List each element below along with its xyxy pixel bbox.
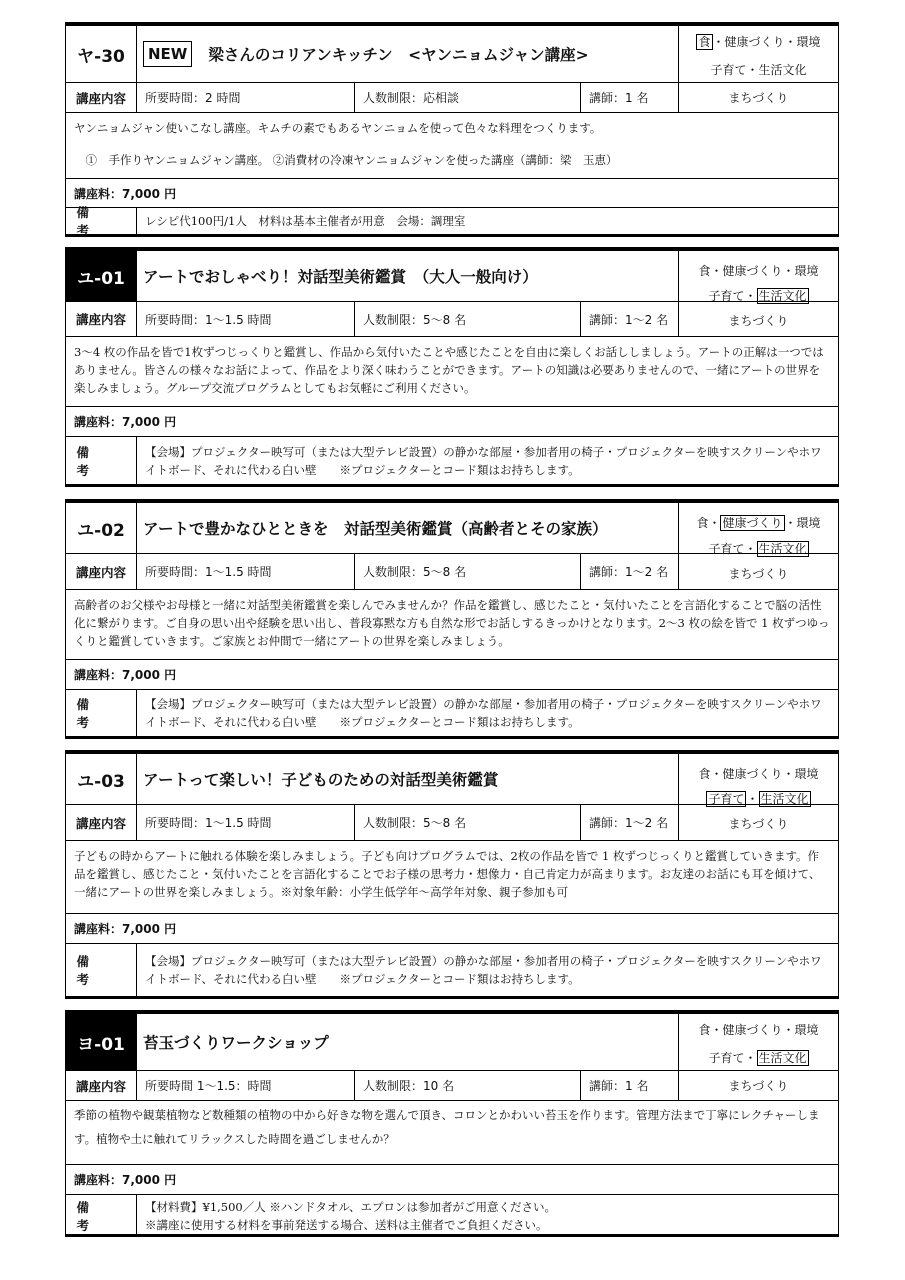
- instructor-count: 講師：1〜2 名: [581, 805, 679, 840]
- course-fee: 講座料：7,000 円: [74, 1173, 177, 1187]
- category-line: [679, 311, 838, 331]
- category-tag: まちづくり: [728, 91, 789, 105]
- remarks-line: 【会場】プロジェクター映写可（または大型テレビ設置）の静かな部屋・参加者用の椅子・プロジェクターを映すスクリーンやホワイトボード、それに代わる白い壁 ※プロジェクターとコード類はお持ちします。: [145, 444, 822, 477]
- category-line: [679, 814, 838, 834]
- course-title: アートで豊かなひとときを 対話型美術鑑賞（高齢者とその家族）: [143, 520, 608, 538]
- category-list: [678, 251, 838, 337]
- remarks-line: 【材料費】¥1,500／人 ※ハンドタオル、エプロンは参加者がご用意ください。: [145, 1200, 556, 1214]
- category-tag-selected: 生活文化: [758, 289, 807, 303]
- remarks-row: [66, 944, 838, 996]
- remarks-line: 【会場】プロジェクター映写可（または大型テレビ設置）の静かな部屋・参加者用の椅子・プロジェクターを映すスクリーンやホワイトボード、それに代わる白い壁 ※プロジェクターとコード類はお持ちします。: [145, 954, 822, 986]
- label-course-content: 講座内容: [66, 805, 137, 840]
- remarks-line: 【会場】プロジェクター映写可（または大型テレビ設置）の静かな部屋・参加者用の椅子・プロジェクターを映すスクリーンやホワイトボード、それに代わる白い壁 ※プロジェクターとコード類はお持ちします。: [145, 697, 822, 729]
- label-remarks: 備 考: [66, 437, 137, 484]
- remarks-row: [66, 205, 838, 238]
- instructor-count: 講師：1 名: [581, 1071, 679, 1100]
- new-badge: NEW: [143, 41, 192, 67]
- label-course-content: 講座内容: [66, 1071, 137, 1100]
- course-card-yu01: [65, 247, 839, 487]
- category-line: [679, 88, 838, 108]
- remarks-line: レシピ代100円/1人 材料は基本主催者が用意 会場：調理室: [145, 214, 466, 228]
- category-tag: 食・: [696, 516, 721, 530]
- category-list: [678, 26, 838, 113]
- category-tag-selected: 子育て: [708, 792, 745, 806]
- label-course-content: 講座内容: [66, 554, 137, 589]
- fee-row: [66, 179, 838, 208]
- course-card-yu03: [65, 750, 839, 999]
- remarks-row: [66, 437, 838, 484]
- category-tag: 食・健康づくり・環境: [698, 767, 819, 781]
- category-tag: 子育て・: [708, 289, 757, 303]
- category-line: [679, 564, 838, 584]
- course-description: 季節の植物や観葉植物など数種類の植物の中から好きな物を選んで頂き、コロンとかわいい苔玉を作ります。管理方法まで丁寧にレクチャーします。植物や土に触れてリラックスした時間を過ごしませんか？: [66, 1101, 838, 1165]
- category-line: [679, 32, 838, 52]
- category-tag-selected: 生活文化: [758, 1051, 807, 1065]
- description-line: ヤンニョムジャン使いこなし講座。キムチの素でもあるヤンニョムを使って色々な料理をつくります。: [74, 121, 602, 135]
- category-line: [679, 1076, 838, 1096]
- capacity: 人数制限：5〜8 名: [355, 302, 581, 336]
- category-line: [679, 1020, 838, 1040]
- description-line: ① 手作りヤンニョムジャン講座。 ②消費材の冷凍ヤンニョムジャンを使った講座（講師：梁 玉恵）: [74, 153, 618, 167]
- category-tag: 食・健康づくり・環境: [698, 264, 819, 278]
- capacity: 人数制限：5〜8 名: [355, 805, 581, 840]
- course-title-cell: [137, 26, 679, 82]
- course-fee: 講座料：7,000 円: [74, 186, 177, 201]
- course-fee: 講座料：7,000 円: [74, 922, 177, 936]
- category-line: [679, 789, 838, 809]
- course-title: アートでおしゃべり！対話型美術鑑賞 （大人一般向け）: [143, 268, 538, 286]
- category-line: [679, 60, 838, 80]
- remarks-text: [137, 944, 838, 996]
- remarks-text: [137, 1195, 838, 1237]
- course-fee: 講座料：7,000 円: [74, 415, 177, 429]
- category-tag: 子育て・: [708, 542, 757, 556]
- category-tag-selected: 健康づくり: [722, 516, 783, 530]
- label-course-content: 講座内容: [66, 83, 137, 112]
- fee-row: [66, 1165, 838, 1195]
- duration: 所要時間 1〜1.5：時間: [137, 1071, 355, 1100]
- label-remarks: 備 考: [66, 690, 137, 736]
- course-title: アートって楽しい！子どものための対話型美術鑑賞: [143, 771, 499, 789]
- course-description: 子どもの時からアートに触れる体験を楽しみましょう。子ども向けプログラムでは、2枚の作品を皆で 1 枚ずつじっくりと鑑賞していきます。作品を鑑賞し、感じたこと・気付いたことを言語化することでお子様の思考力・想像力・自己肯定力が高まります。お友達のお話にも耳を傾けて、一緒にアートの世界を楽しみましょう。※対象年齢：小学生低学年〜高学年対象、親子参加も可: [66, 841, 838, 914]
- label-remarks: 備 考: [66, 1195, 137, 1237]
- capacity: 人数制限：5〜8 名: [355, 554, 581, 589]
- category-line: [679, 764, 838, 784]
- course-code: ヤ-30: [66, 26, 137, 82]
- course-title: 苔玉づくりワークショップ: [143, 1034, 329, 1052]
- capacity: 人数制限：10 名: [355, 1071, 581, 1100]
- remarks-text: [137, 437, 838, 484]
- instructor-count: 講師：1〜2 名: [581, 554, 679, 589]
- category-tag-selected: 生活文化: [758, 542, 807, 556]
- category-tag-selected: 生活文化: [760, 792, 809, 806]
- instructor-count: 講師：1〜2 名: [581, 302, 679, 336]
- category-tag: ・健康づくり・環境: [712, 35, 821, 49]
- course-card-ya30: [65, 22, 839, 237]
- course-code: ヨ-01: [66, 1014, 137, 1070]
- course-fee: 講座料：7,000 円: [74, 668, 177, 682]
- course-code: ユ-01: [66, 251, 137, 301]
- fee-row: [66, 407, 838, 437]
- remarks-text: [137, 690, 838, 736]
- label-course-content: 講座内容: [66, 302, 137, 336]
- category-list: [678, 1014, 838, 1101]
- course-description: [66, 113, 838, 179]
- category-tag: 食・健康づくり・環境: [698, 1023, 819, 1037]
- remarks-text: [137, 208, 838, 234]
- category-tag: 子育て・: [708, 1051, 757, 1065]
- duration: 所要時間：1〜1.5 時間: [137, 302, 355, 336]
- label-remarks: 備 考: [66, 944, 137, 996]
- duration: 所要時間：2 時間: [137, 83, 355, 112]
- category-line: [679, 539, 838, 559]
- remarks-row: [66, 1195, 838, 1237]
- category-line: [679, 1048, 838, 1068]
- fee-row: [66, 914, 838, 944]
- category-tag: ・: [746, 792, 759, 806]
- category-line: [679, 513, 838, 533]
- duration: 所要時間：1〜1.5 時間: [137, 805, 355, 840]
- remarks-row: [66, 690, 838, 736]
- course-card-yu02: [65, 499, 839, 739]
- category-line: [679, 286, 838, 306]
- category-list: [678, 503, 838, 590]
- instructor-count: 講師：1 名: [581, 83, 679, 112]
- course-description: 高齢者のお父様やお母様と一緒に対話型美術鑑賞を楽しんでみませんか？作品を鑑賞し、感じたこと・気付いたことを言語化することで脳の活性化に繋がります。ご自身の思い出や経験を思い出し、普段寡黙な方も自然な形でお話しするきっかけとなります。2〜3 枚の絵を皆で 1 枚ずつゆっくりと鑑賞していきます。ご家族とお仲間で一緒にアートの世界を楽しみましょう。: [66, 590, 838, 660]
- category-list: [678, 754, 838, 841]
- category-tag-selected: 食: [698, 35, 711, 49]
- course-description: 3〜4 枚の作品を皆で1枚ずつじっくりと鑑賞し、作品から気付いたことや感じたことを自由に楽しくお話ししましょう。アートの正解は一つではありません。皆さんの様々なお話によって、作品をより深く味わうことができます。アートの知識は必要ありませんので、一緒にアートの世界を楽しみましょう。グループ交流プログラムとしてもお気軽にご利用ください。: [66, 337, 838, 407]
- category-tag: まちづくり: [728, 314, 789, 328]
- category-tag: まちづくり: [728, 1079, 789, 1093]
- course-title: 梁さんのコリアンキッチン <ヤンニョムジャン講座>: [208, 46, 589, 64]
- fee-row: [66, 660, 838, 690]
- duration: 所要時間：1〜1.5 時間: [137, 554, 355, 589]
- category-tag: まちづくり: [728, 567, 789, 581]
- course-code: ユ-03: [66, 754, 137, 804]
- category-tag: まちづくり: [728, 817, 789, 831]
- category-tag: 子育て・生活文化: [710, 63, 807, 77]
- category-tag: ・環境: [784, 516, 821, 530]
- course-card-yo01: [65, 1010, 839, 1237]
- course-code: ユ-02: [66, 503, 137, 553]
- capacity: 人数制限：応相談: [355, 83, 581, 112]
- category-line: [679, 261, 838, 281]
- remarks-line: ※講座に使用する材料を事前発送する場合、送料は主催者でご負担ください。: [145, 1218, 548, 1232]
- label-remarks: 備 考: [66, 208, 137, 234]
